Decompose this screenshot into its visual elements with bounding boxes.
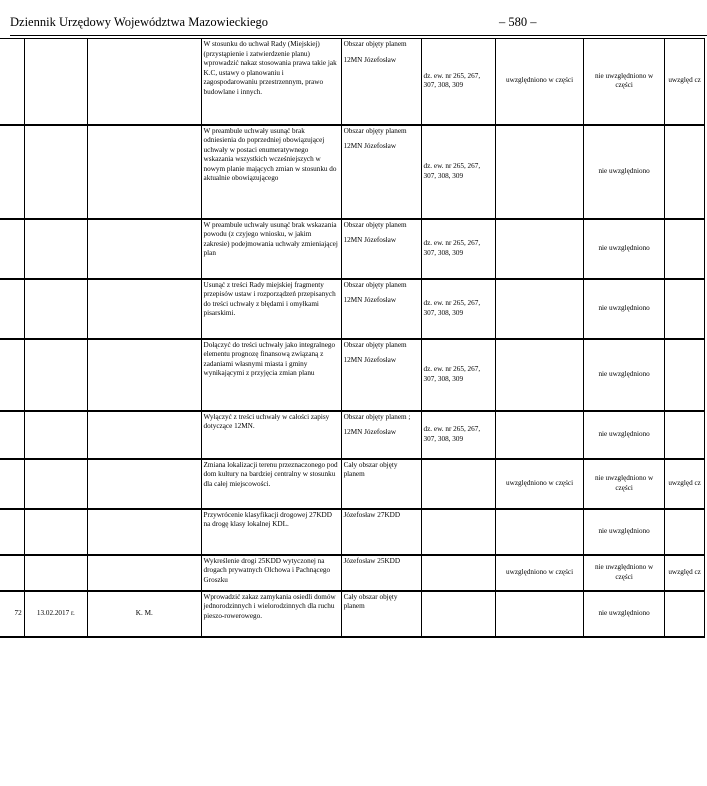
- area-label: Obszar objęty planem ;: [343, 412, 411, 421]
- decision-b-cell: nie uwzględniono w części: [584, 459, 665, 509]
- decision-a-cell: [496, 279, 584, 339]
- author-cell: [88, 411, 202, 459]
- parcels-cell: [421, 509, 496, 555]
- area-cell: [341, 339, 421, 411]
- header-rule: [10, 35, 707, 36]
- author-cell: [88, 555, 202, 591]
- area-label: Obszar objęty planem: [343, 280, 407, 289]
- decision-b-cell: nie uwzględniono: [584, 339, 665, 411]
- area-detail: 12MN Józefosław: [343, 236, 397, 245]
- date-cell: [24, 219, 87, 279]
- decision-a-cell: [496, 125, 584, 219]
- area-cell: [341, 459, 421, 509]
- area-label: Cały obszar objęty planem: [343, 460, 398, 479]
- number-cell: [0, 39, 24, 125]
- area-cell: [341, 509, 421, 555]
- decision-c-cell: [665, 509, 705, 555]
- area-cell: Cały obszar objęty planem: [341, 591, 421, 637]
- decision-a-cell: [496, 509, 584, 555]
- author-cell: [88, 509, 202, 555]
- table-row: [0, 591, 705, 637]
- remark-cell: W preambule uchwały usunąć brak odniesienia do poprzedniej obowiązującej uchwały w postaci enumeratywnego wskazania wszystkich wcześniejszych w nowym planie mających zmian w stosunku do aktualnie obowiązującego: [201, 125, 341, 219]
- decision-c-cell: [665, 125, 705, 219]
- number-cell: [0, 459, 24, 509]
- remark-cell: W preambule uchwały usunąć brak wskazania powodu (z czyjego wniosku, w jakim zakresie) podejmowania uchwały zmieniającej plan: [201, 219, 341, 279]
- decision-a-cell: uwzględniono w części: [496, 39, 584, 125]
- author-cell: [88, 39, 202, 125]
- table-row: [0, 219, 705, 279]
- parcels-cell: [421, 459, 496, 509]
- table-row: [0, 279, 705, 339]
- remark-cell: Przywrócenie klasyfikacji drogowej 27KDD na drogę klasy lokalnej KDL.: [201, 509, 341, 555]
- date-cell: [24, 125, 87, 219]
- decision-b-cell: nie uwzględniono: [584, 591, 665, 637]
- area-detail: 12MN Józefosław: [343, 296, 397, 305]
- number-cell: [0, 509, 24, 555]
- remark-cell: W stosunku do uchwał Rady (Miejskiej) (przystąpienie i zatwierdzenie planu) wprowadzić nakaz stosowania prawa takie jak K.C, ustawy o planowaniu i zagospodarowaniu przestrzennym, prawo budowlane i innych.: [201, 39, 341, 125]
- decision-c-cell: [665, 339, 705, 411]
- decision-a-cell: [496, 339, 584, 411]
- decision-c-cell: uwzględ cz: [665, 39, 705, 125]
- parcels-cell: dz. ew. nr 265, 267, 307, 308, 309: [421, 219, 496, 279]
- area-cell: [341, 219, 421, 279]
- page-number: – 580 –: [499, 15, 537, 29]
- remark-cell: Wyłączyć z treści uchwały w całości zapisy dotyczące 12MN.: [201, 411, 341, 459]
- decision-a-cell: [496, 411, 584, 459]
- decision-c-cell: [665, 279, 705, 339]
- date-cell: [24, 509, 87, 555]
- author-cell: [88, 279, 202, 339]
- author-cell: K. M.: [88, 591, 202, 637]
- remarks-table: [0, 38, 705, 638]
- area-cell: [341, 555, 421, 591]
- decision-c-cell: uwzględ cz: [665, 555, 705, 591]
- area-label: Józefosław 25KDD: [343, 556, 401, 565]
- decision-a-cell: [496, 591, 584, 637]
- author-cell: [88, 219, 202, 279]
- date-cell: [24, 339, 87, 411]
- number-cell: [0, 125, 24, 219]
- area-label: Obszar objęty planem: [343, 340, 407, 349]
- area-label: Obszar objęty planem: [343, 40, 407, 48]
- journal-title: Dziennik Urzędowy Województwa Mazowieckiego: [10, 15, 269, 29]
- number-cell: [0, 411, 24, 459]
- table-row: [0, 555, 705, 591]
- decision-b-cell: nie uwzględniono: [584, 219, 665, 279]
- area-detail: 12MN Józefosław: [343, 55, 397, 64]
- parcels-cell: dz. ew. nr 265, 267, 307, 308, 309: [421, 125, 496, 219]
- table-row: [0, 459, 705, 509]
- parcels-cell: dz. ew. nr 265, 267, 307, 308, 309: [421, 39, 496, 125]
- date-cell: [24, 459, 87, 509]
- table-row: [0, 509, 705, 555]
- remark-cell: Dołączyć do treści uchwały jako integralnego elementu prognozę finansową związaną z zadaniami własnymi miasta i gminy wynikającymi z przyjęcia zmian planu: [201, 339, 341, 411]
- date-cell: 13.02.2017 r.: [24, 591, 87, 637]
- table-row: [0, 125, 705, 219]
- area-detail: 12MN Józefosław: [343, 356, 397, 365]
- number-cell: [0, 279, 24, 339]
- parcels-cell: dz. ew. nr 265, 267, 307, 308, 309: [421, 279, 496, 339]
- decision-a-cell: [496, 219, 584, 279]
- author-cell: [88, 459, 202, 509]
- area-cell: [341, 411, 421, 459]
- table-row: [0, 339, 705, 411]
- decision-b-cell: nie uwzględniono: [584, 411, 665, 459]
- area-label: Obszar objęty planem: [343, 220, 407, 229]
- date-cell: [24, 555, 87, 591]
- area-cell: [341, 125, 421, 219]
- parcels-cell: dz. ew. nr 265, 267, 307, 308, 309: [421, 339, 496, 411]
- decision-b-cell: nie uwzględniono w części: [584, 39, 665, 125]
- author-cell: [88, 339, 202, 411]
- author-cell: [88, 125, 202, 219]
- date-cell: [24, 411, 87, 459]
- number-cell: [0, 339, 24, 411]
- area-detail: 12MN Józefosław: [343, 142, 397, 151]
- remark-cell: Usunąć z treści Rady miejskiej fragmenty przepisów ustaw i rozporządzeń przepisanych do treści uchwały z błędami i omyłkami pisarskimi.: [201, 279, 341, 339]
- remark-cell: Wprowadzić zakaz zamykania osiedli domów jednorodzinnych i wielorodzinnych dla ruchu pieszo-rowerowego.: [201, 591, 341, 637]
- number-cell: [0, 219, 24, 279]
- remark-cell: Wykreślenie drogi 25KDD wytyczonej na drogach prywatnych Olchowa i Pachnącego Groszku: [201, 555, 341, 591]
- area-detail: 12MN Józefosław: [343, 428, 397, 437]
- decision-b-cell: nie uwzględniono: [584, 279, 665, 339]
- parcels-cell: [421, 591, 496, 637]
- decision-a-cell: uwzględniono w części: [496, 555, 584, 591]
- remark-cell: Zmiana lokalizacji terenu przeznaczonego pod dom kultury na bardziej centralny w stosunku dla całej miejscowości.: [201, 459, 341, 509]
- date-cell: [24, 39, 87, 125]
- decision-c-cell: [665, 219, 705, 279]
- number-cell: [0, 555, 24, 591]
- decision-c-cell: uwzględ cz: [665, 459, 705, 509]
- number-cell: 72: [0, 591, 24, 637]
- table-row: [0, 411, 705, 459]
- area-cell: [341, 39, 421, 125]
- decision-c-cell: [665, 411, 705, 459]
- decision-b-cell: nie uwzględniono: [584, 509, 665, 555]
- date-cell: [24, 279, 87, 339]
- decision-c-cell: [665, 591, 705, 637]
- table-row: [0, 39, 705, 125]
- decision-a-cell: uwzględniono w części: [496, 459, 584, 509]
- area-cell: [341, 279, 421, 339]
- decision-b-cell: nie uwzględniono: [584, 125, 665, 219]
- parcels-cell: [421, 555, 496, 591]
- area-label: Józefosław 27KDD: [343, 510, 401, 519]
- parcels-cell: dz. ew. nr 265, 267, 307, 308, 309: [421, 411, 496, 459]
- decision-b-cell: nie uwzględniono w części: [584, 555, 665, 591]
- area-label: Obszar objęty planem: [343, 126, 407, 135]
